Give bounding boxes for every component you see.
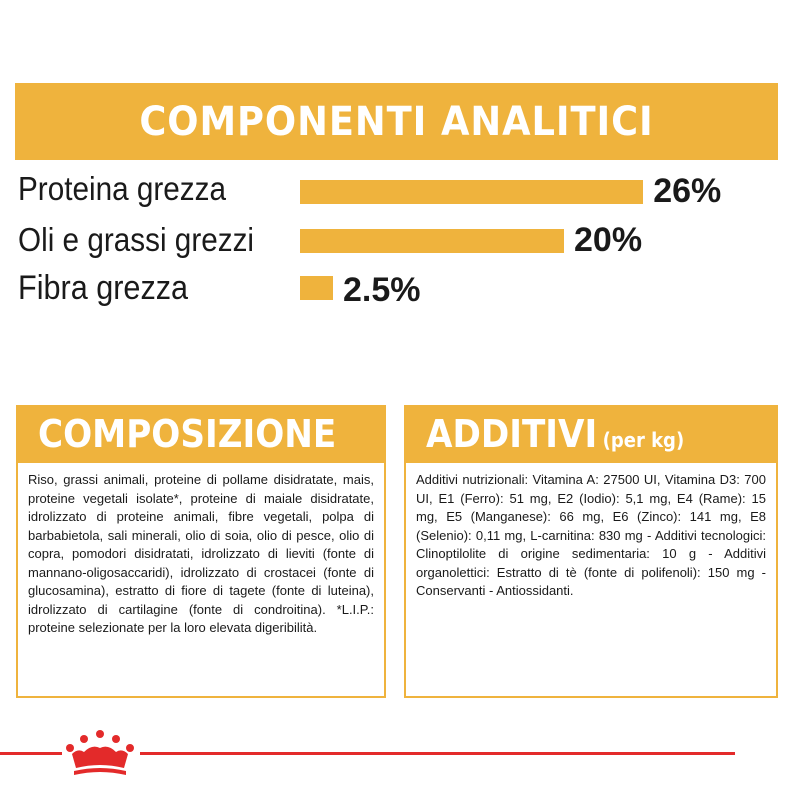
composition-title: COMPOSIZIONE xyxy=(38,412,337,456)
nutrient-value: 26% xyxy=(653,172,722,210)
analytics-title: COMPONENTI ANALITICI xyxy=(139,98,654,145)
nutrient-label: Fibra grezza xyxy=(18,269,189,307)
composition-panel xyxy=(16,463,386,698)
nutrient-bar xyxy=(300,276,333,300)
analytics-header xyxy=(15,83,778,160)
nutrient-label: Proteina grezza xyxy=(18,170,227,207)
composition-text: Riso, grassi animali, proteine di pollame disidratate, mais, proteine vegetali isolate*, proteine di maiale disidratate, idrolizzato di proteine animali, fibre vegetali, polpa di barbabietola, sali minerali, olio di soia, olio di pesce, olio di copra, pomodori disidratati, idrolizzato di lieviti (fonte di mannano-oligosaccaridi), idrolizzato di crostacei (fonte di glucosamina), estratto di fiore di tagete (fonte di luteina), idrolizzato di cartilagine (fonte di condroitina). *L.I.P.: proteine selezionate per la loro elevata digeribilità. xyxy=(28,472,374,635)
composition-header xyxy=(16,405,386,463)
additives-text: Additivi nutrizionali: Vitamina A: 27500 UI, Vitamina D3: 700 UI, E1 (Ferro): 51 mg, E2 (Iodio): 5,1 mg, E4 (Rame): 15 mg, E5 (Manganese): 66 mg, E6 (Zinco): 141 mg, E8 (Selenio): 0,11 mg, L-carnitina: 830 mg - Additivi tecnologici: Clinoptilolite di origine sedimentaria: 10 g - Additivi organolettici: Estratto di tè (fonte di polifenoli): 150 mg - Conservanti - Antiossidanti. xyxy=(416,472,766,598)
additives-header xyxy=(404,405,778,463)
nutrient-bar xyxy=(300,229,564,253)
additives-heading xyxy=(426,412,684,456)
nutrient-value: 20% xyxy=(574,221,643,259)
nutrient-label: Oli e grassi grezzi xyxy=(18,221,255,258)
crown-icon xyxy=(58,728,142,776)
footer-line-right xyxy=(140,752,735,755)
additives-title-suffix: (per kg) xyxy=(602,428,685,452)
additives-panel xyxy=(404,463,778,698)
nutrient-bar xyxy=(300,180,643,204)
nutrient-value: 2.5% xyxy=(343,271,421,309)
additives-title: ADDITIVI xyxy=(426,412,598,456)
footer-line-left xyxy=(0,752,62,755)
